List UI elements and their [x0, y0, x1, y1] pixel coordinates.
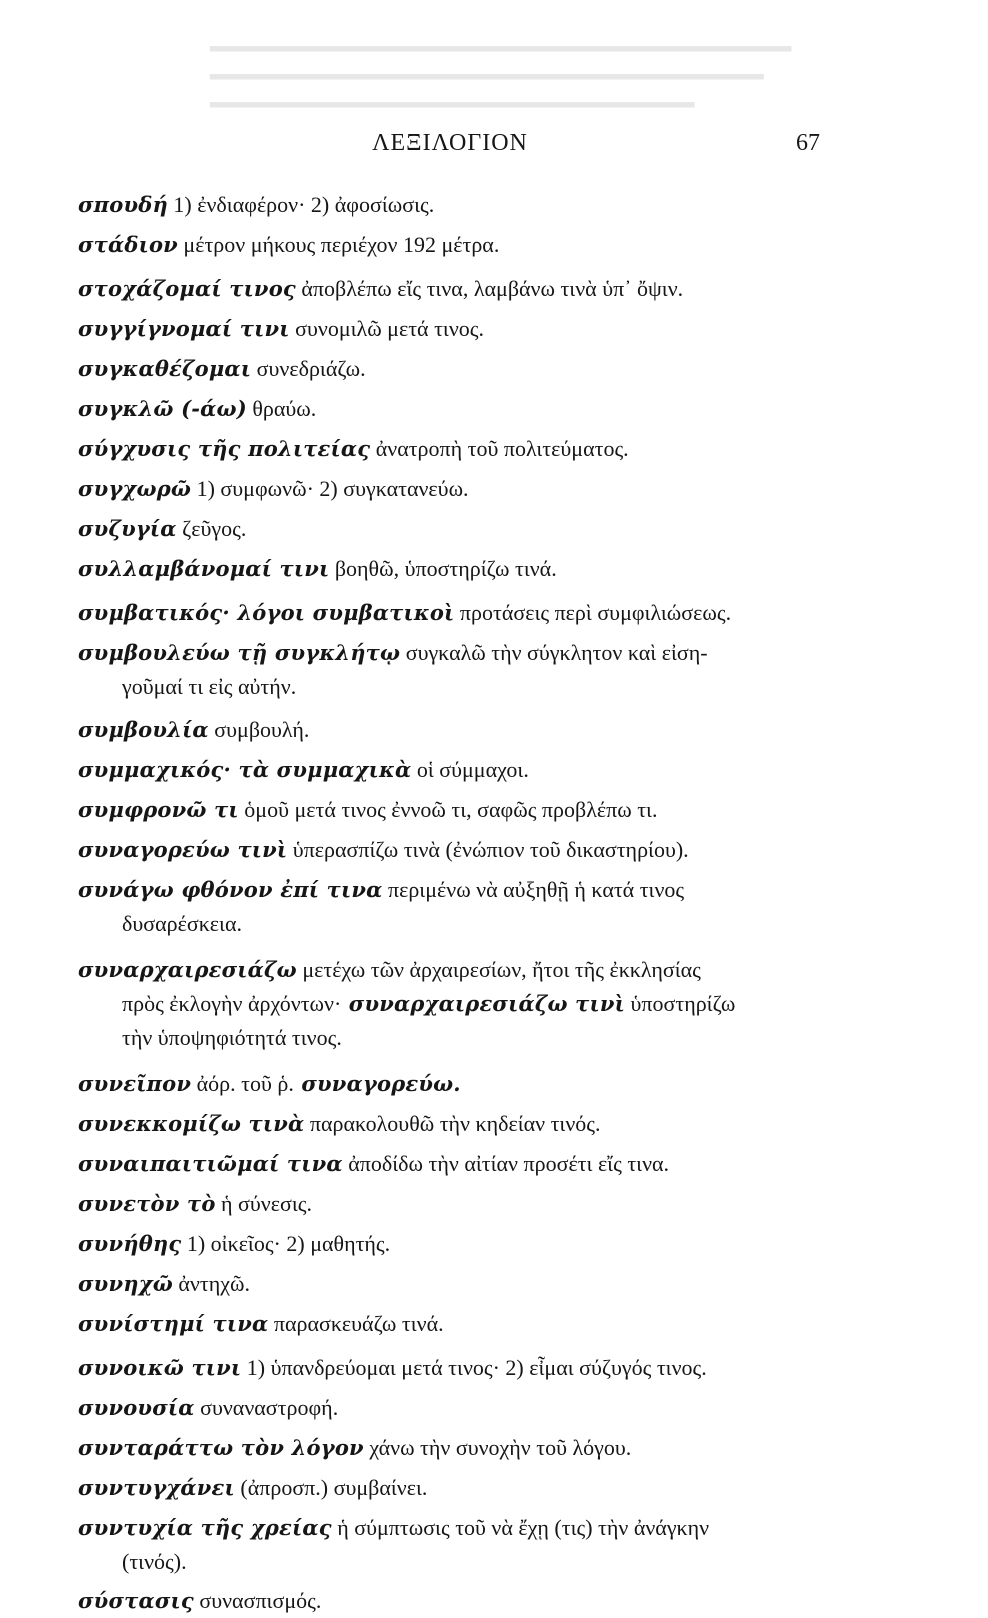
entry-headword: συγχωρῶ	[78, 476, 192, 501]
bleed-through-top: ▂▂▂▂▂▂▂▂▂▂▂▂▂▂▂▂▂▂▂▂▂▂▂▂▂▂▂▂▂▂▂▂▂▂▂▂▂▂▂▂▂▂ ▂▂▂▂▂▂▂▂▂▂▂▂▂▂▂▂▂▂▂▂▂▂▂▂▂▂▂▂▂▂▂▂▂▂▂▂▂▂▂▂ ▂▂▂▂▂▂▂▂▂▂▂▂▂▂▂▂▂▂▂▂▂▂▂▂▂▂▂▂▂▂▂▂▂▂▂	[210, 31, 792, 108]
entry-headword: συντυγχάνει	[78, 1475, 235, 1500]
entry-headword: σύγχυσις τῆς πολιτείας	[78, 436, 371, 461]
entry-headword: συνάγω φθόνον ἐπί τινα	[78, 877, 383, 902]
glossary-entry	[78, 432, 823, 466]
entry-headword: συνεῖπον	[78, 1071, 192, 1096]
glossary-entry	[78, 953, 823, 1054]
entry-definition: ἀποβλέπω εἴς τινα, λαμβάνω τινὰ ὑπ᾽ ὄψιν.	[295, 276, 684, 301]
entry-definition: ζεῦγος.	[176, 516, 247, 541]
entry-definition: συναναστροφή.	[194, 1395, 339, 1420]
entry-headword: σύστασις	[78, 1588, 194, 1613]
glossary-entry	[78, 188, 823, 222]
entry-definition: ἀνατροπὴ τοῦ πολιτεύματος.	[370, 436, 629, 461]
glossary-entry	[78, 1107, 823, 1141]
glossary-entry	[78, 1147, 823, 1181]
entry-headword: σπουδή	[78, 192, 168, 217]
entry-definition: ἀποδίδω τὴν αἰτίαν προσέτι εἴς τινα.	[342, 1151, 670, 1176]
glossary-entry	[78, 552, 823, 586]
entry-definition: ἡ σύμπτωσις τοῦ νὰ ἔχῃ (τις) τὴν ἀνάγκην	[331, 1515, 710, 1540]
entry-definition: ἡ σύνεσις.	[215, 1191, 312, 1216]
entry-headword: συνουσία	[78, 1395, 195, 1420]
glossary-entry	[78, 272, 823, 306]
entry-headword: συναρχαιρεσιάζω	[78, 957, 297, 982]
entry-definition: μέτρον μήκους περιέχον 192 μέτρα.	[177, 232, 500, 257]
glossary-entries	[78, 188, 823, 1618]
glossary-entry	[78, 596, 823, 630]
glossary-entry	[78, 1391, 823, 1425]
entry-definition: χάνω τὴν συνοχὴν τοῦ λόγου.	[363, 1435, 632, 1460]
entry-definition: (ἀπροσπ.) συμβαίνει.	[234, 1475, 428, 1500]
entry-definition: συνασπισμός.	[193, 1588, 322, 1613]
entry-definition: συγκαλῶ τὴν σύγκλητον καὶ εἰση-	[400, 640, 708, 665]
entry-headword: συμβατικός· λόγοι συμβατικοὶ	[78, 600, 455, 625]
glossary-entry	[78, 512, 823, 546]
glossary-entry	[78, 392, 823, 426]
entry-headword: συνεκκομίζω τινὰ	[78, 1111, 305, 1136]
entry-headword: συναιπαιτιῶμαί τινα	[78, 1151, 343, 1176]
entry-headword: συντυχία τῆς χρείας	[78, 1515, 332, 1540]
glossary-entry	[78, 793, 823, 827]
entry-definition: ἀντηχῶ.	[172, 1271, 250, 1296]
entry-definition: ὁμοῦ μετά τινος ἐννοῶ τι, σαφῶς προβλέπω τι.	[238, 797, 658, 822]
entry-definition: ὑπερασπίζω τινὰ (ἐνώπιον τοῦ δικαστηρίου).	[287, 837, 689, 862]
entry-headword: συμβουλεύω τῇ συγκλήτῳ	[78, 640, 401, 665]
entry-headword: συναγορεύω τινὶ	[78, 837, 288, 862]
entry-headword: συνίστημί τινα	[78, 1311, 269, 1336]
entry-headword: συζυγία	[78, 516, 177, 541]
glossary-entry	[78, 873, 823, 940]
glossary-entry	[78, 1187, 823, 1221]
glossary-entry	[78, 472, 823, 506]
entry-headword: συγκλῶ (-άω)	[78, 396, 247, 421]
entry-headword: συλλαμβάνομαί τινι	[78, 556, 330, 581]
entry-definition: παρακολουθῶ τὴν κηδείαν τινός.	[304, 1111, 601, 1136]
entry-headword: συγκαθέζομαι	[78, 356, 252, 381]
entry-headword: συνηχῶ	[78, 1271, 173, 1296]
entry-definition: ἀόρ. τοῦ ῥ.	[191, 1071, 294, 1096]
entry-definition: 1) ἐνδιαφέρον· 2) ἀφοσίωσις.	[167, 192, 435, 217]
entry-definition: συνεδριάζω.	[251, 356, 366, 381]
entry-continuation: γοῦμαί τι εἰς αὐτήν.	[122, 674, 297, 699]
glossary-entry	[78, 753, 823, 787]
entry-headword: συνετὸν τὸ	[78, 1191, 216, 1216]
entry-sub-headword: συναρχαιρεσιάζω τινὶ	[341, 991, 625, 1016]
page-number: 67	[796, 130, 820, 156]
entry-headword: συνταράττω τὸν λόγον	[78, 1435, 364, 1460]
entry-continuation: πρὸς ἐκλογὴν ἀρχόντων·	[122, 991, 342, 1016]
entry-headword: συμμαχικός· τὰ συμμαχικὰ	[78, 757, 412, 782]
entry-definition: συνομιλῶ μετά τινος.	[289, 316, 485, 341]
glossary-entry	[78, 352, 823, 386]
entry-definition: συμβουλή.	[208, 717, 310, 742]
glossary-entry	[78, 1431, 823, 1465]
glossary-entry	[78, 1511, 823, 1578]
glossary-entry	[78, 833, 823, 867]
glossary-entry	[78, 1351, 823, 1385]
entry-headword: συμβουλία	[78, 717, 209, 742]
entry-headword: συνοικῶ τινι	[78, 1355, 242, 1380]
entry-definition: προτάσεις περὶ συμφιλιώσεως.	[454, 600, 732, 625]
glossary-entry	[78, 312, 823, 346]
glossary-entry	[78, 1227, 823, 1261]
entry-headword: συνήθης	[78, 1231, 182, 1256]
entry-definition: 1) συμφωνῶ· 2) συγκατανεύω.	[191, 476, 469, 501]
entry-continuation: (τινός).	[122, 1549, 187, 1574]
entry-definition: παρασκευάζω τινά.	[268, 1311, 444, 1336]
glossary-entry	[78, 1471, 823, 1505]
entry-continuation: τὴν ὑποψηφιότητά τινος.	[122, 1025, 342, 1050]
entry-definition: 1) ὑπανδρεύομαι μετά τινος· 2) εἶμαι σύζυγός τινος.	[241, 1355, 707, 1380]
glossary-entry	[78, 1584, 823, 1618]
entry-definition: θραύω.	[246, 396, 317, 421]
glossary-entry	[78, 228, 823, 262]
glossary-entry	[78, 636, 823, 703]
glossary-entry	[78, 1307, 823, 1341]
entry-definition: οἱ σύμμαχοι.	[411, 757, 529, 782]
entry-sub-definition: ὑποστηρίζω	[625, 991, 736, 1016]
entry-headword: στάδιον	[78, 232, 178, 257]
entry-headword: στοχάζομαί τινος	[78, 276, 296, 301]
entry-definition: περιμένω νὰ αὐξηθῇ ἡ κατά τινος	[382, 877, 685, 902]
glossary-entry	[78, 1067, 823, 1101]
glossary-entry	[78, 1267, 823, 1301]
page-title: ΛΕΞΙΛΟΓΙΟΝ	[372, 130, 528, 156]
entry-reference-headword: συναγορεύω.	[293, 1071, 461, 1096]
entry-definition: βοηθῶ, ὑποστηρίζω τινά.	[329, 556, 557, 581]
glossary-entry	[78, 713, 823, 747]
entry-headword: συγγίγνομαί τινι	[78, 316, 290, 341]
entry-continuation: δυσαρέσκεια.	[122, 911, 242, 936]
page-header	[80, 130, 820, 164]
entry-headword: συμφρονῶ τι	[78, 797, 239, 822]
entry-definition: 1) οἰκεῖος· 2) μαθητής.	[181, 1231, 391, 1256]
entry-definition: μετέχω τῶν ἀρχαιρεσίων, ἤτοι τῆς ἐκκλησίας	[296, 957, 701, 982]
